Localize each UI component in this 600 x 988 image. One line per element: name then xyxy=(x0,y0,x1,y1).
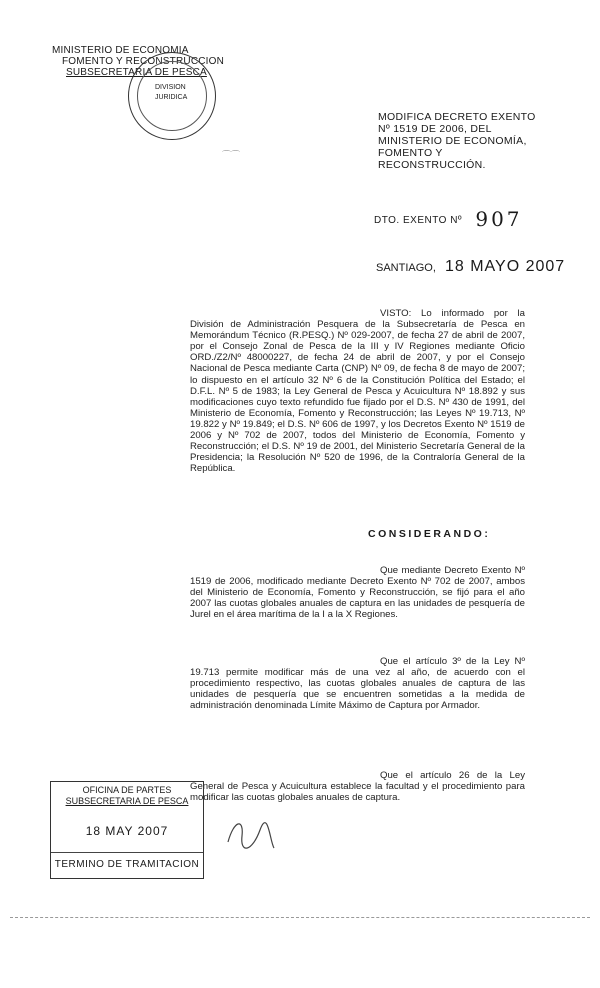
stamp-line-2: SUBSECRETARIA DE PESCA xyxy=(65,796,189,806)
title-line-5: RECONSTRUCCIÓN. xyxy=(378,159,486,171)
decree-number-line xyxy=(374,207,523,231)
visto-paragraph xyxy=(190,308,525,474)
considerando-paragraph-1 xyxy=(190,565,525,620)
considerando-paragraph-3 xyxy=(190,770,525,803)
considerando-p2-text: Que el artículo 3º de la Ley Nº 19.713 permite modificar más de una vez al año, de acuerdo con el procedimiento respectivo, las cuotas globales anuales de captura de las unidades de pesquería que se encuentren sometidas a la medida de administración denominada Límite Máximo de Captura por Armador. xyxy=(190,656,525,712)
considerando-heading: CONSIDERANDO: xyxy=(368,528,491,540)
title-line-1: MODIFICA DECRETO EXENTO xyxy=(378,111,536,123)
considerando-p3-text: Que el artículo 26 de la Ley General de Pesca y Acuicultura establece la facultad y el procedimiento para modificar las cuotas globales anuales de captura. xyxy=(190,770,525,804)
title-line-2: Nº 1519 DE 2006, DEL xyxy=(378,123,492,135)
scan-edge-line xyxy=(10,917,590,918)
decree-label: DTO. EXENTO Nº xyxy=(374,215,463,226)
decree-number: 907 xyxy=(475,207,523,231)
decree-title xyxy=(378,111,538,171)
title-line-3: MINISTERIO DE ECONOMÍA, xyxy=(378,135,527,147)
handwritten-mark: ⌒⌒ xyxy=(222,150,241,160)
stamp-footer: TERMINO DE TRAMITACION xyxy=(54,859,200,870)
date-value: 18 MAYO 2007 xyxy=(444,258,566,275)
seal-line-1: DIVISION xyxy=(155,84,186,91)
date-line xyxy=(376,258,565,276)
ministry-line-1: MINISTERIO DE ECONOMIA xyxy=(52,45,189,56)
considerando-paragraph-2 xyxy=(190,656,525,711)
stamp-date: 18 MAY 2007 xyxy=(85,824,169,838)
oficina-partes-stamp xyxy=(50,781,204,879)
stamp-line-1: OFICINA DE PARTES xyxy=(82,785,172,795)
signature-mark xyxy=(222,812,282,862)
ministry-line-3: SUBSECRETARIA DE PESCA xyxy=(66,67,207,78)
seal-line-2: JURIDICA xyxy=(155,94,188,101)
visto-label: VISTO: xyxy=(380,308,412,319)
date-place: SANTIAGO, xyxy=(376,262,436,274)
title-line-4: FOMENTO Y xyxy=(378,147,443,159)
ministry-line-2: FOMENTO Y RECONSTRUCCION xyxy=(62,56,225,67)
stamp-divider xyxy=(51,852,203,853)
considerando-p1-text: Que mediante Decreto Exento Nº 1519 de 2006, modificado mediante Decreto Exento Nº 702 de 2007, ambos del Ministerio de Economía, Fomento y Reconstrucción, se fijó para el año 2007 las cuotas globales anuales de captura en las unidades de pesquería de Jurel en el área marítima de la I a la X Regiones. xyxy=(190,565,525,621)
visto-text: Lo informado por la División de Administración Pesquera de la Subsecretaría de Pesca en Memorándum Técnico (R.PESQ.) Nº 029-2007, de fecha 27 de abril de 2007, por el Consejo Zonal de Pesca de la III y IV Regiones mediante Oficio ORD./Z2/Nº 48000227, de fecha 24 de abril de 2007, y por el Consejo Nacional de Pesca mediante Carta (CNP) Nº 09, de fecha 8 de mayo de 2007; lo dispuesto en el artículo 32 Nº 6 de la Constitución Política del Estado; el D.F.L. Nº 5 de 1983; la Ley General de Pesca y Acuicultura Nº 18.892 y sus modificaciones cuyo texto refundido fue fijado por el D.S. Nº 430 de 1991, del Ministerio de Economía, Fomento y Reconstrucción; las Leyes Nº 19.713, Nº 19.822 y Nº 19.849; el D.S. Nº 606 de 1997, y los Decretos Exento Nº 1519 de 2006 y Nº 702 de 2007, todos del Ministerio de Economía, Fomento y Reconstrucción; el D.S. Nº 19 de 2001, del Ministerio Secretaría General de la Presidencia; la Resolución Nº 520 de 1996, de la Contraloría General de la República. xyxy=(190,308,525,475)
